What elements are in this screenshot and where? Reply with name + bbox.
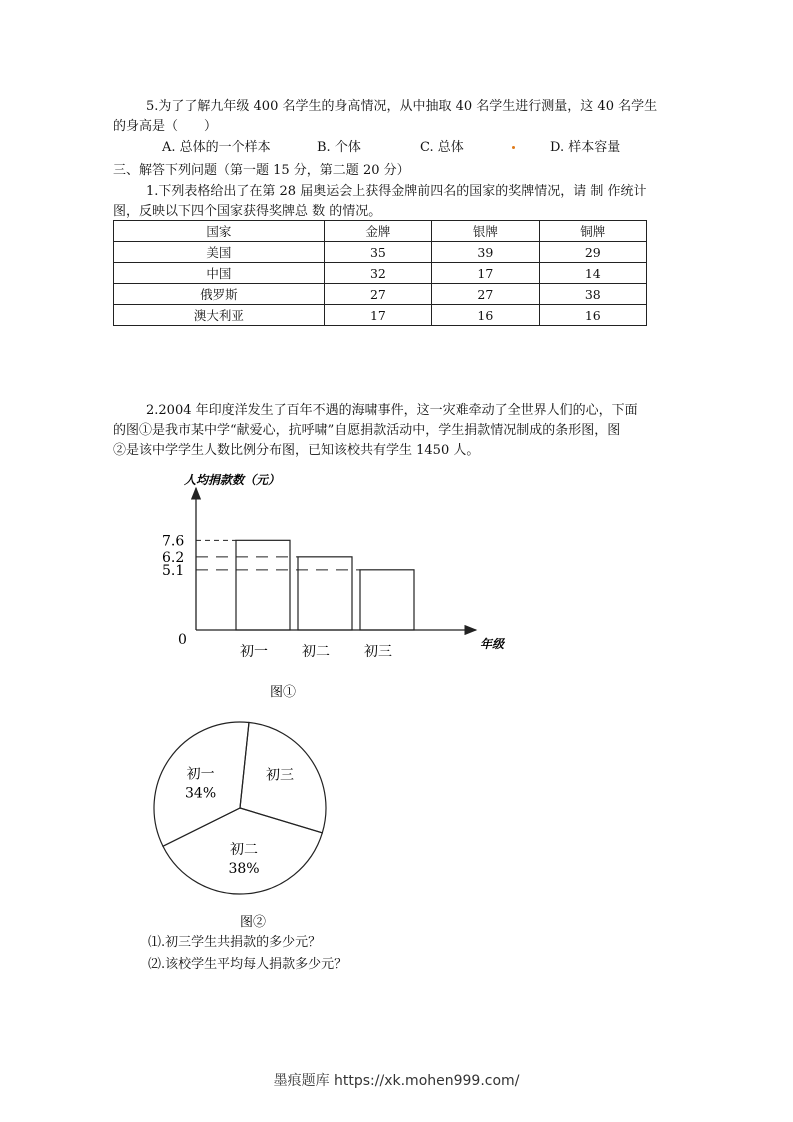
medal-table xyxy=(113,220,647,326)
table-header-cell: 国家 xyxy=(114,221,325,242)
table-row xyxy=(114,305,647,326)
table-header-row xyxy=(114,221,647,242)
x-tick-label: 初二 xyxy=(302,644,330,660)
q2-sub1: ⑴.初三学生共捐款的多少元？ xyxy=(148,935,322,950)
table-cell: 16 xyxy=(539,305,646,326)
q1-line1: 1.下列表格给出了在第 28 届奥运会上获得金牌前四名的国家的奖牌情况，请 制 作统计 xyxy=(146,184,647,199)
student-ratio-pie-chart xyxy=(150,716,350,936)
table-header-cell: 银牌 xyxy=(432,221,539,242)
table-cell: 39 xyxy=(432,242,539,263)
figure1-caption: 图① xyxy=(270,685,297,700)
q5-line2: 的身高是（ ） xyxy=(113,119,218,134)
origin-label: 0 xyxy=(178,632,187,648)
bar-2 xyxy=(298,557,352,630)
choice-d: D. 样本容量 xyxy=(550,140,621,155)
table-cell: 俄罗斯 xyxy=(114,284,325,305)
q1-line2: 图，反映以下四个国家获得奖牌总 数 的情况。 xyxy=(113,204,382,219)
table-row xyxy=(114,242,647,263)
q2-line1: 2.2004 年印度洋发生了百年不遇的海啸事件，这一灾难牵动了全世界人们的心，下面 xyxy=(146,403,638,418)
table-cell: 中国 xyxy=(114,263,325,284)
pie-label: 初三 xyxy=(265,767,294,784)
pie-value-label: 34% xyxy=(185,785,217,802)
table-cell: 14 xyxy=(539,263,646,284)
table-cell: 17 xyxy=(432,263,539,284)
table-cell: 16 xyxy=(432,305,539,326)
q2-line2: 的图①是我市某中学“献爱心，抗呼啸”自愿捐款活动中，学生捐款情况制成的条形图，图 xyxy=(113,423,621,438)
choice-b: B. 个体 xyxy=(317,140,361,155)
orange-dot-mark xyxy=(512,146,515,149)
q2-line3: ②是该中学学生人数比例分布图，已知该校共有学生 1450 人。 xyxy=(113,443,480,458)
table-header-cell: 铜牌 xyxy=(539,221,646,242)
choice-a: A. 总体的一个样本 xyxy=(162,140,271,155)
y-axis-label: 人均捐款数（元） xyxy=(184,473,281,487)
y-tick-label: 6.2 xyxy=(162,549,185,566)
pie-slice-1 xyxy=(154,722,249,846)
table-cell: 38 xyxy=(539,284,646,305)
pie-label: 初一 xyxy=(186,766,215,783)
table-cell: 美国 xyxy=(114,242,325,263)
donation-bar-chart xyxy=(140,466,540,706)
y-tick-label: 7.6 xyxy=(162,533,185,550)
table-cell: 27 xyxy=(324,284,431,305)
table-cell: 澳大利亚 xyxy=(114,305,325,326)
table-row xyxy=(114,263,647,284)
table-row xyxy=(114,284,647,305)
table-cell: 17 xyxy=(324,305,431,326)
table-header-cell: 金牌 xyxy=(324,221,431,242)
bar-3 xyxy=(360,570,414,630)
q5-line1: 5.为了了解九年级 400 名学生的身高情况，从中抽取 40 名学生进行测量，这 40 名学生 xyxy=(146,99,658,114)
bar-1 xyxy=(236,540,290,630)
pie-label: 初二 xyxy=(230,841,259,858)
table-cell: 27 xyxy=(432,284,539,305)
pie-value-label: 38% xyxy=(228,860,260,877)
x-axis-label: 年级 xyxy=(480,637,505,651)
y-tick-label: 5.1 xyxy=(162,562,185,579)
table-cell: 32 xyxy=(324,263,431,284)
q2-sub2: ⑵.该校学生平均每人捐款多少元？ xyxy=(148,957,348,972)
footer-watermark: 墨痕题库 https://xk.mohen999.com/ xyxy=(273,1073,520,1089)
section3-heading: 三、解答下列问题（第一题 15 分，第二题 20 分） xyxy=(113,163,410,178)
pie-chart-marks xyxy=(154,722,326,894)
choice-c: C. 总体 xyxy=(420,140,464,155)
table-cell: 35 xyxy=(324,242,431,263)
figure2-caption: 图② xyxy=(240,915,267,930)
bar-chart-marks xyxy=(162,533,414,660)
x-tick-label: 初一 xyxy=(240,644,268,660)
table-cell: 29 xyxy=(539,242,646,263)
x-tick-label: 初三 xyxy=(364,644,392,660)
